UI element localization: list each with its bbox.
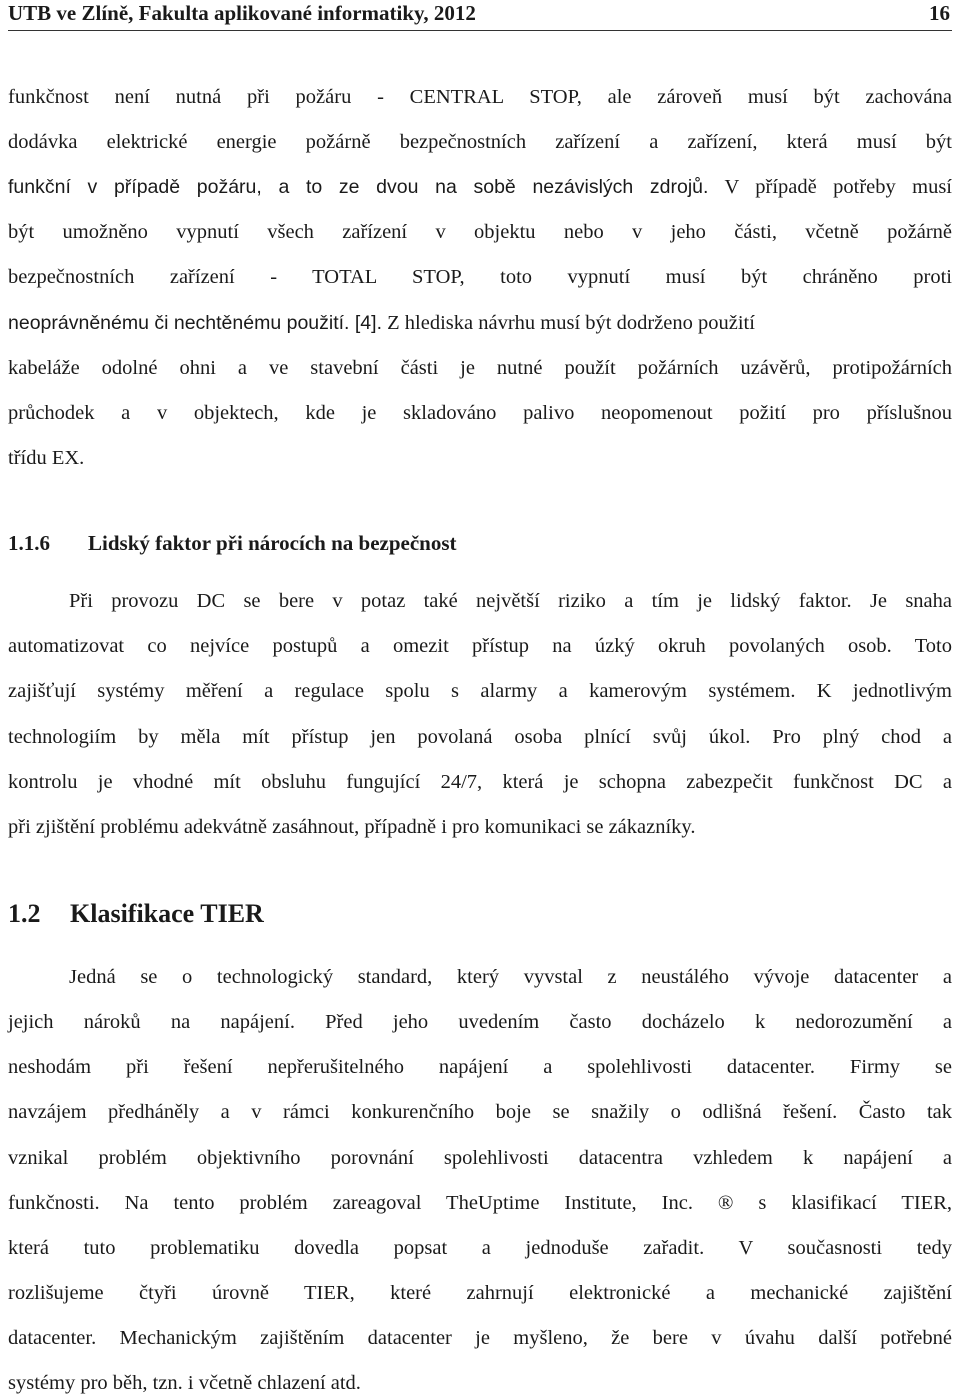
section-number: 1.2 bbox=[8, 899, 41, 928]
page-header bbox=[8, 0, 952, 31]
text-line: dodávka elektrické energie požárně bezpečnostních zařízení a zařízení, která musí být bbox=[8, 131, 952, 153]
text-line: být umožněno vypnutí všech zařízení v objektu nebo v jeho části, včetně požárně bbox=[8, 221, 952, 243]
text-line: bezpečnostních zařízení - TOTAL STOP, toto vypnutí musí být chráněno proti bbox=[8, 266, 952, 288]
text-line: zajišťují systémy měření a regulace spolu s alarmy a kamerovým systémem. K jednotlivým bbox=[8, 680, 952, 702]
section-number: 1.1.6 bbox=[8, 531, 50, 555]
text-line: neshodám při řešení nepřerušitelného napájení a spolehlivosti datacenter. Firmy se bbox=[8, 1056, 952, 1078]
text-line: systémy pro běh, tzn. i včetně chlazení atd. bbox=[8, 1372, 361, 1394]
text-line: Jedná se o technologický standard, který vyvstal z neustálého vývoje datacenter a bbox=[69, 966, 952, 988]
text-line: průchodek a v objektech, kde je skladováno palivo neopomenout požití pro příslušnou bbox=[8, 402, 952, 424]
text-line bbox=[8, 174, 952, 200]
text-line: jejich nároků na napájení. Před jeho uvedením často docházelo k nedorozumění a bbox=[8, 1011, 952, 1033]
text-segment: funkční v případě požáru, a to ze dvou na sobě nezávislých zdrojů. bbox=[8, 176, 709, 198]
text-line: funkčnosti. Na tento problém zareagoval TheUptime Institute, Inc. ® s klasifikací TIER, bbox=[8, 1192, 952, 1214]
text-line: technologiím by měla mít přístup jen povolaná osoba plnící svůj úkol. Pro plný chod a bbox=[8, 726, 952, 748]
text-line: kontrolu je vhodné mít obsluhu fungující 24/7, která je schopna zabezpečit funkčnost DC a bbox=[8, 771, 952, 793]
page-number: 16 bbox=[929, 1, 950, 25]
text-line: která tuto problematiku dovedla popsat a jednoduše zařadit. V současnosti tedy bbox=[8, 1237, 952, 1259]
header-title: UTB ve Zlíně, Fakulta aplikované informatiky, 2012 bbox=[8, 1, 476, 25]
text-line: navzájem předháněly a v rámci konkurenčního boje se snažily o odlišná řešení. Často tak bbox=[8, 1101, 952, 1123]
text-line: datacenter. Mechanickým zajištěním datacenter je myšleno, že bere v úvahu další potřebné bbox=[8, 1327, 952, 1349]
text-line: Při provozu DC se bere v potaz také největší riziko a tím je lidský faktor. Je snaha bbox=[69, 590, 952, 612]
text-segment: neoprávněnému či nechtěnému použití. [4]. bbox=[8, 312, 382, 334]
section-title: Klasifikace TIER bbox=[70, 899, 264, 928]
text-line: kabeláže odolné ohni a ve stavební části je nutné použít požárních uzávěrů, protipožárních bbox=[8, 357, 952, 379]
text-line: rozlišujeme čtyři úrovně TIER, které zahrnují elektronické a mechanické zajištění bbox=[8, 1282, 952, 1304]
text-line: vznikal problém objektivního porovnání spolehlivosti datacentra vzhledem k napájení a bbox=[8, 1147, 952, 1169]
text-line: při zjištění problému adekvátně zasáhnout, případně i pro komunikaci se zákazníky. bbox=[8, 816, 696, 838]
text-segment: V případě potřeby musí bbox=[724, 176, 952, 198]
text-line: třídu EX. bbox=[8, 447, 85, 469]
section-title: Lidský faktor při nárocích na bezpečnost bbox=[88, 531, 457, 555]
text-line: funkčnost není nutná při požáru - CENTRAL STOP, ale zároveň musí být zachována bbox=[8, 86, 952, 108]
text-segment: Z hlediska návrhu musí být dodrženo použití bbox=[387, 312, 755, 334]
section-heading-1-1-6 bbox=[8, 530, 457, 556]
section-heading-1-2 bbox=[8, 899, 264, 929]
text-line bbox=[8, 310, 952, 336]
text-line: automatizovat co nejvíce postupů a omezit přístup na úzký okruh povolaných osob. Toto bbox=[8, 635, 952, 657]
